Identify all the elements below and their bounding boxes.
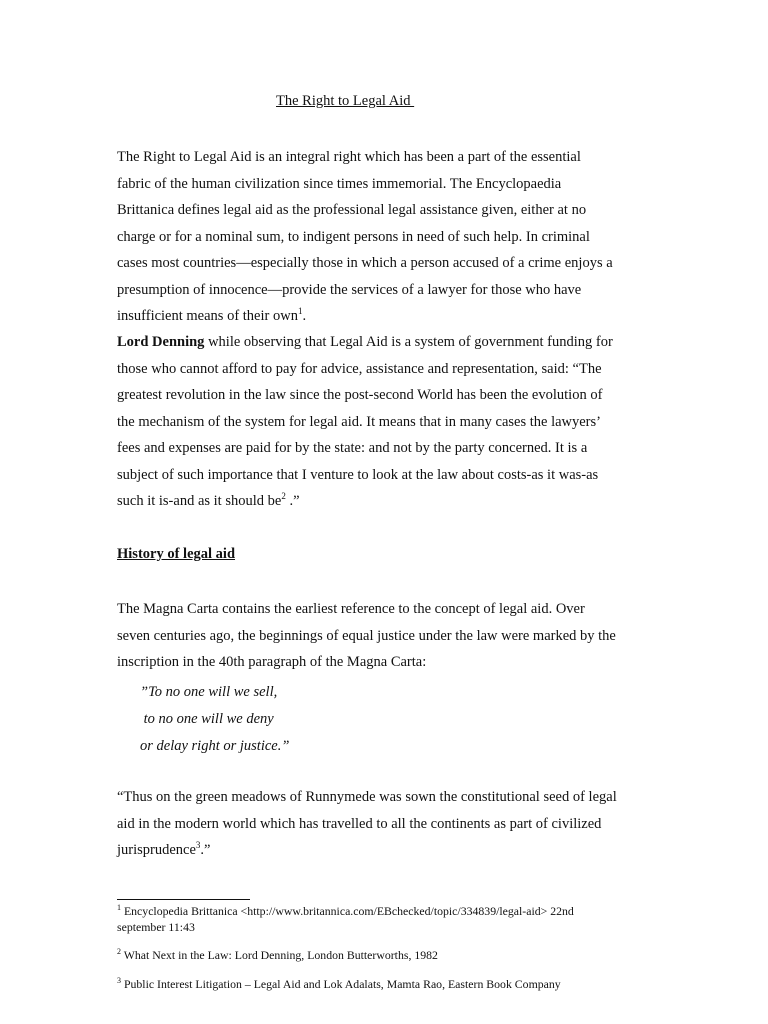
- magna-paragraph: [117, 596, 657, 676]
- footnote-number: 3: [117, 976, 121, 986]
- text-line: aid in the modern world which has travelled to all the continents as part of civilized: [117, 815, 602, 832]
- text-line: the mechanism of the system for legal aid. It means that in many cases the lawyers’: [117, 413, 601, 430]
- text-line: inscription in the 40th paragraph of the Magna Carta:: [117, 654, 427, 670]
- footnote-line: [117, 977, 647, 993]
- footnote-ref: 1: [297, 306, 303, 317]
- text-segment: .: [302, 308, 307, 324]
- footnote-text: Encyclopedia Brittanica <http://www.britannica.com/EBchecked/topic/334839/legal-aid> 22nd: [121, 904, 574, 918]
- footnote-ref: 3: [195, 840, 201, 851]
- footnote-text: What Next in the Law: Lord Denning, London Butterworths, 1982: [121, 948, 438, 962]
- footnote-ref: 2: [281, 491, 286, 502]
- footnote-text: Public Interest Litigation – Legal Aid and Lok Adalats, Mamta Rao, Eastern Book Company: [121, 977, 561, 991]
- verse-line: to no one will we deny: [140, 711, 274, 727]
- intro-paragraph: [117, 144, 657, 330]
- text-line: cases most countries—especially those in which a person accused of a crime enjoys a: [117, 255, 613, 271]
- section-heading: History of legal aid: [117, 546, 236, 562]
- footnote-line: [117, 948, 647, 964]
- text-line: The Magna Carta contains the earliest reference to the concept of legal aid. Over: [117, 601, 585, 617]
- text-line: greatest revolution in the law since the post-second World has been the evolution of: [117, 387, 603, 403]
- text-segment: insufficient means of their own: [117, 308, 298, 324]
- text-line: seven centuries ago, the beginnings of equal justice under the law were marked by the: [117, 627, 616, 644]
- footnote-3: [117, 977, 647, 993]
- text-line: fabric of the human civilization since times immemorial. The Encyclopaedia: [117, 175, 562, 192]
- text-segment: while observing that Legal Aid is a system of government funding for: [204, 334, 613, 350]
- footnote-number: 1: [117, 903, 121, 913]
- page-title: The Right to Legal Aid: [276, 93, 415, 109]
- text-line: subject of such importance that I venture to look at the law about costs-as it was-as: [117, 466, 599, 483]
- footnote-1: [117, 904, 647, 935]
- runnymede-paragraph: [117, 784, 657, 864]
- footnote-line: september 11:43: [117, 919, 195, 934]
- text-segment: .”: [200, 842, 211, 858]
- footnote-number: 2: [117, 947, 121, 957]
- denning-paragraph: [117, 329, 657, 515]
- text-line: [117, 488, 657, 515]
- text-line: [117, 837, 657, 864]
- text-line: those who cannot afford to pay for advice, assistance and representation, said: “The: [117, 360, 602, 377]
- text-line: The Right to Legal Aid is an integral right which has been a part of the essential: [117, 149, 581, 165]
- text-line: [117, 303, 657, 330]
- text-segment: such it is-and as it should be: [117, 493, 282, 509]
- footnote-line: [117, 904, 647, 920]
- text-line: fees and expenses are paid for by the state: and not by the party concerned. It is a: [117, 440, 588, 456]
- speaker-name: Lord Denning: [117, 334, 205, 350]
- verse-line: or delay right or justice.”: [140, 738, 290, 754]
- text-line: charge or for a nominal sum, to indigent persons in need of such help. In criminal: [117, 228, 590, 245]
- text-segment: .”: [285, 493, 300, 509]
- magna-carta-verse: [140, 679, 289, 760]
- text-line: Brittanica defines legal aid as the professional legal assistance given, either at no: [117, 202, 587, 218]
- text-line: “Thus on the green meadows of Runnymede was sown the constitutional seed of legal: [117, 789, 617, 805]
- text-line: [117, 329, 657, 356]
- verse-line: ”To no one will we sell,: [140, 684, 278, 700]
- text-line: presumption of innocence—provide the services of a lawyer for those who have: [117, 281, 582, 298]
- footnote-2: [117, 948, 647, 964]
- footnote-separator: [117, 899, 250, 900]
- text-segment: jurisprudence: [117, 842, 196, 858]
